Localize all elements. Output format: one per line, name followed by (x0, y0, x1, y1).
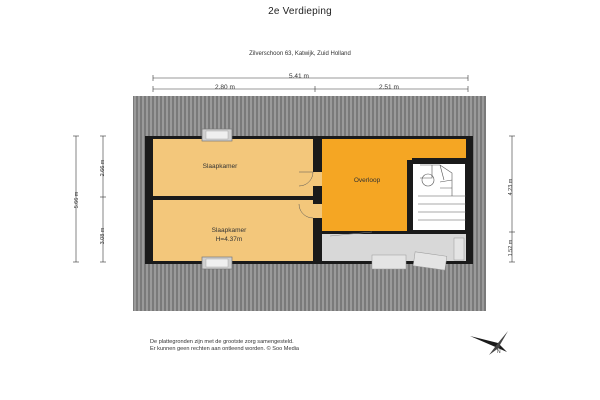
disclaimer-line-1: De plattegronden zijn met de grootste zorg samengesteld. (150, 339, 294, 345)
landing-partition-wall (313, 139, 322, 261)
left-total-height-dimension: 5.66 m (74, 191, 80, 209)
disclaimer (150, 339, 299, 353)
skylight-upper (202, 129, 232, 141)
right-total-height-dimension: 4.23 m (508, 178, 514, 196)
skylight-lower (202, 257, 232, 269)
compass-icon (470, 331, 508, 355)
staircase (412, 163, 466, 231)
right-width-dimension: 2.51 m (379, 84, 399, 91)
bedroom-lower-height: H=4.37m (215, 236, 243, 243)
landing-label: Overloop (353, 177, 381, 184)
left-upper-height-dimension: 2.66 m (100, 159, 106, 177)
top-dimension-lines (153, 75, 468, 92)
compass-north-label: N (497, 349, 501, 355)
bedroom-partition-wall (153, 196, 313, 200)
left-width-dimension: 2.80 m (215, 84, 235, 91)
disclaimer-line-2: Er kunnen geen rechten aan ontleend worden. © Soo Media (150, 346, 300, 352)
right-lower-height-dimension: 1.52 m (508, 239, 514, 257)
total-width-dimension: 5.41 m (289, 73, 309, 80)
left-lower-height-dimension: 3.08 m (100, 227, 106, 245)
address-text: Zilverschoon 63, Katwijk, Zuid Holland (249, 51, 351, 57)
bedroom-upper-label: Slaapkamer (202, 163, 238, 170)
floor-title: 2e Verdieping (268, 6, 332, 17)
bedroom-lower-label: Slaapkamer (211, 227, 247, 234)
